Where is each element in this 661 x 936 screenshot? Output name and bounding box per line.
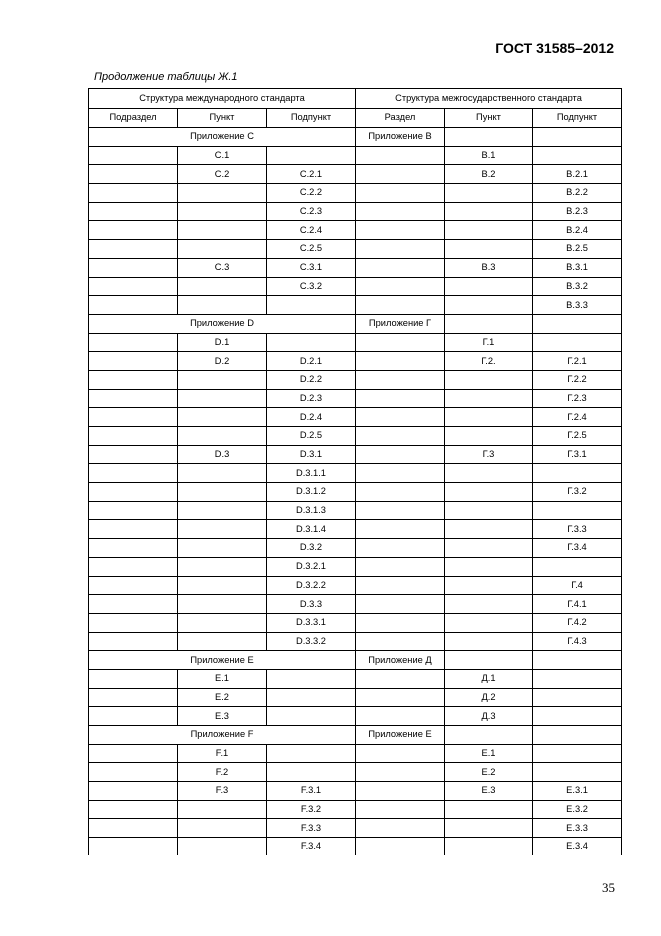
table-cell [89, 352, 178, 371]
table-row [89, 221, 622, 240]
table-cell [89, 240, 178, 259]
table-cell [89, 277, 178, 296]
table-row [89, 707, 622, 726]
table-cell [445, 427, 533, 446]
table-cell [445, 613, 533, 632]
table-cell: Г.3.1 [533, 445, 622, 464]
table-cell [89, 370, 178, 389]
table-cell [178, 576, 267, 595]
table-cell [89, 184, 178, 203]
table-cell [356, 296, 445, 315]
table-cell [356, 483, 445, 502]
table-cell: С.2 [178, 165, 267, 184]
table-cell: Г.2.5 [533, 427, 622, 446]
table-row [89, 128, 622, 147]
annex-cell: Приложение Е [356, 726, 445, 745]
table-cell: С.2.2 [267, 184, 356, 203]
table-cell [178, 595, 267, 614]
table-cell [178, 501, 267, 520]
table-cell [356, 688, 445, 707]
table-cell: С.2.4 [267, 221, 356, 240]
table-cell [178, 520, 267, 539]
table-cell [356, 370, 445, 389]
table-row [89, 539, 622, 558]
table-cell [445, 314, 533, 333]
table-row [89, 576, 622, 595]
table-cell: В.2.2 [533, 184, 622, 203]
table-cell [89, 483, 178, 502]
table-row [89, 483, 622, 502]
table-row [89, 352, 622, 371]
table-cell [89, 146, 178, 165]
table-cell [89, 539, 178, 558]
table-cell [89, 632, 178, 651]
table-cell [356, 221, 445, 240]
table-cell [178, 632, 267, 651]
table-row [89, 445, 622, 464]
table-row [89, 763, 622, 782]
table-cell [89, 520, 178, 539]
table-cell [178, 277, 267, 296]
table-cell [178, 240, 267, 259]
table-cell [89, 838, 178, 856]
table-cell [178, 408, 267, 427]
table-cell [178, 370, 267, 389]
table-row [89, 557, 622, 576]
table-cell [445, 576, 533, 595]
table-cell: В.2.4 [533, 221, 622, 240]
table-row [89, 146, 622, 165]
table-cell [356, 389, 445, 408]
annex-cell: Приложение Д [356, 651, 445, 670]
table-row [89, 669, 622, 688]
table-cell: D.3 [178, 445, 267, 464]
annex-cell: Приложение В [356, 128, 445, 147]
table-cell [356, 427, 445, 446]
table-cell [533, 763, 622, 782]
table-cell: Е.2 [178, 688, 267, 707]
table-cell [178, 539, 267, 558]
table-cell [533, 146, 622, 165]
table-cell: Е.3.1 [533, 782, 622, 801]
table-row [89, 613, 622, 632]
table-cell [178, 613, 267, 632]
table-cell: Г.2.4 [533, 408, 622, 427]
table-cell [178, 838, 267, 856]
table-cell: D.3.1.1 [267, 464, 356, 483]
table-cell [445, 389, 533, 408]
table-cell: F.3.4 [267, 838, 356, 856]
table-cell: С.2.1 [267, 165, 356, 184]
table-cell: Д.1 [445, 669, 533, 688]
table-cell [533, 726, 622, 745]
table-cell: D.3.1 [267, 445, 356, 464]
table-cell: Е.3 [178, 707, 267, 726]
table-cell [178, 557, 267, 576]
table-row [89, 800, 622, 819]
table-cell: Д.2 [445, 688, 533, 707]
table-cell [89, 445, 178, 464]
table-cell [89, 389, 178, 408]
table-cell [267, 333, 356, 352]
table-row [89, 726, 622, 745]
table-cell [89, 613, 178, 632]
table-cell [445, 838, 533, 856]
table-row [89, 389, 622, 408]
table-cell [89, 221, 178, 240]
table-row [89, 370, 622, 389]
table-cell [356, 146, 445, 165]
table-cell [89, 557, 178, 576]
table-cell [89, 165, 178, 184]
table-row [89, 277, 622, 296]
table-cell [89, 296, 178, 315]
table-cell: Е.3.2 [533, 800, 622, 819]
table-cell [356, 539, 445, 558]
table-cell: D.3.3.1 [267, 613, 356, 632]
column-header: Подпункт [267, 108, 356, 128]
table-cell [533, 744, 622, 763]
table-cell [178, 184, 267, 203]
table-cell [356, 445, 445, 464]
table-cell: Г.4.1 [533, 595, 622, 614]
table-cell [356, 744, 445, 763]
table-cell [445, 726, 533, 745]
table-cell [533, 557, 622, 576]
table-cell: D.3.2.1 [267, 557, 356, 576]
table-cell [356, 763, 445, 782]
table-cell: F.1 [178, 744, 267, 763]
annex-cell: Приложение С [89, 128, 356, 147]
table-cell [89, 763, 178, 782]
table-cell: D.3.3.2 [267, 632, 356, 651]
table-cell [267, 688, 356, 707]
table-caption: Продолжение таблицы Ж.1 [94, 71, 238, 83]
table-cell: С.2.5 [267, 240, 356, 259]
table-cell [178, 464, 267, 483]
table-cell: С.1 [178, 146, 267, 165]
table-cell [356, 520, 445, 539]
table-row [89, 427, 622, 446]
table-cell [89, 333, 178, 352]
document-code: ГОСТ 31585–2012 [495, 40, 614, 56]
table-cell [356, 557, 445, 576]
table-cell [267, 146, 356, 165]
table-cell: D.3.1.4 [267, 520, 356, 539]
table-cell [356, 352, 445, 371]
table-row [89, 595, 622, 614]
table-cell [533, 669, 622, 688]
table-cell [445, 296, 533, 315]
table-cell: В.1 [445, 146, 533, 165]
table-cell [89, 707, 178, 726]
table-cell: F.2 [178, 763, 267, 782]
table-cell: В.2.1 [533, 165, 622, 184]
column-header: Подпункт [533, 108, 622, 128]
page-number: 35 [602, 880, 615, 895]
table-row [89, 333, 622, 352]
table-cell: Г.2. [445, 352, 533, 371]
table-cell [533, 688, 622, 707]
table-cell [267, 707, 356, 726]
international-structure-header: Структура международного стандарта [89, 89, 356, 109]
table-cell [356, 819, 445, 838]
table-cell [533, 651, 622, 670]
table-cell: Г.4.2 [533, 613, 622, 632]
table-cell: F.3.3 [267, 819, 356, 838]
table-cell: D.3.2.2 [267, 576, 356, 595]
table-cell [445, 221, 533, 240]
table-cell [356, 501, 445, 520]
table-cell: Г.4.3 [533, 632, 622, 651]
table-cell [356, 258, 445, 277]
table-cell [178, 389, 267, 408]
table-cell [267, 296, 356, 315]
table-row [89, 296, 622, 315]
table-cell [89, 782, 178, 801]
table-cell: D.2.2 [267, 370, 356, 389]
table-row [89, 314, 622, 333]
table-cell [445, 819, 533, 838]
table-cell [533, 333, 622, 352]
table-cell [533, 314, 622, 333]
table-cell [89, 819, 178, 838]
table-row [89, 408, 622, 427]
table-cell [356, 838, 445, 856]
table-cell [89, 427, 178, 446]
table-cell [445, 501, 533, 520]
column-header: Пункт [445, 108, 533, 128]
table-cell: С.3 [178, 258, 267, 277]
table-cell [178, 202, 267, 221]
table-cell [89, 202, 178, 221]
table-cell: Г.3 [445, 445, 533, 464]
table-cell [267, 763, 356, 782]
table-cell [356, 576, 445, 595]
table-cell [356, 408, 445, 427]
table-cell: В.3 [445, 258, 533, 277]
table-cell [267, 669, 356, 688]
table-cell [356, 595, 445, 614]
table-cell [445, 557, 533, 576]
table-row [89, 165, 622, 184]
table-cell: Е.3.4 [533, 838, 622, 856]
table-cell: Е.3.3 [533, 819, 622, 838]
annex-cell: Приложение F [89, 726, 356, 745]
table-cell [356, 707, 445, 726]
correspondence-table [88, 88, 622, 855]
column-header-row [89, 108, 622, 128]
interstate-structure-header: Структура межгосударственного стандарта [356, 89, 622, 109]
annex-cell: Приложение D [89, 314, 356, 333]
table-cell [356, 464, 445, 483]
table-cell: Г.3.3 [533, 520, 622, 539]
table-cell: D.2.1 [267, 352, 356, 371]
table-cell [356, 240, 445, 259]
table-cell [445, 184, 533, 203]
table-cell: В.2.3 [533, 202, 622, 221]
table-cell: Г.2.2 [533, 370, 622, 389]
table-cell [356, 669, 445, 688]
table-cell [356, 782, 445, 801]
table-cell [178, 800, 267, 819]
table-cell [356, 202, 445, 221]
table-cell [445, 539, 533, 558]
table-cell: Д.3 [445, 707, 533, 726]
table-cell: С.2.3 [267, 202, 356, 221]
table-cell: D.3.3 [267, 595, 356, 614]
table-cell: D.3.1.3 [267, 501, 356, 520]
annex-cell: Приложение Е [89, 651, 356, 670]
table-row [89, 501, 622, 520]
table-cell: D.2.5 [267, 427, 356, 446]
table-cell: В.2.5 [533, 240, 622, 259]
table-row [89, 782, 622, 801]
table-cell [445, 595, 533, 614]
table-cell: D.2.4 [267, 408, 356, 427]
column-header: Пункт [178, 108, 267, 128]
table-cell [445, 651, 533, 670]
group-header-row [89, 89, 622, 109]
table-cell [445, 800, 533, 819]
table-cell [178, 296, 267, 315]
table-cell: D.2 [178, 352, 267, 371]
table-cell [445, 520, 533, 539]
table-cell [445, 483, 533, 502]
table-cell [89, 744, 178, 763]
table-row [89, 632, 622, 651]
table-row [89, 744, 622, 763]
table-cell: Г.2.3 [533, 389, 622, 408]
table-cell [445, 632, 533, 651]
table-cell [356, 613, 445, 632]
table-cell: Г.1 [445, 333, 533, 352]
table-cell [89, 258, 178, 277]
table-cell [89, 688, 178, 707]
table-cell: Г.2.1 [533, 352, 622, 371]
table-cell [178, 819, 267, 838]
table-cell: Е.3 [445, 782, 533, 801]
table-cell: D.3.2 [267, 539, 356, 558]
table-row [89, 838, 622, 856]
table-cell: Е.2 [445, 763, 533, 782]
table-row [89, 688, 622, 707]
table-cell [356, 165, 445, 184]
table-cell [445, 408, 533, 427]
table-row [89, 258, 622, 277]
table-cell [89, 408, 178, 427]
table-row [89, 819, 622, 838]
table-cell [356, 800, 445, 819]
table-cell [533, 128, 622, 147]
table-cell [533, 501, 622, 520]
table-cell [89, 464, 178, 483]
table-cell [178, 483, 267, 502]
table-cell: В.3.1 [533, 258, 622, 277]
table-cell [356, 333, 445, 352]
table-cell: С.3.1 [267, 258, 356, 277]
table-cell [89, 669, 178, 688]
table-cell [533, 707, 622, 726]
table-cell [178, 221, 267, 240]
table-cell [356, 277, 445, 296]
annex-cell: Приложение Г [356, 314, 445, 333]
table-cell [445, 277, 533, 296]
table-cell [445, 202, 533, 221]
table-cell [533, 464, 622, 483]
table-cell: С.3.2 [267, 277, 356, 296]
table-cell: Г.3.4 [533, 539, 622, 558]
table-cell [445, 240, 533, 259]
table-row [89, 520, 622, 539]
table-row [89, 464, 622, 483]
table-row [89, 202, 622, 221]
column-header: Раздел [356, 108, 445, 128]
table-cell: F.3.2 [267, 800, 356, 819]
table-cell: В.2 [445, 165, 533, 184]
table-row [89, 184, 622, 203]
column-header: Подраздел [89, 108, 178, 128]
table-cell [89, 800, 178, 819]
table-row [89, 240, 622, 259]
table-cell: D.1 [178, 333, 267, 352]
table-cell: D.2.3 [267, 389, 356, 408]
table-cell [445, 464, 533, 483]
table-cell [356, 184, 445, 203]
table-cell: Е.1 [178, 669, 267, 688]
table-cell: D.3.1.2 [267, 483, 356, 502]
table-cell: В.3.3 [533, 296, 622, 315]
table-cell: F.3.1 [267, 782, 356, 801]
table-cell [445, 128, 533, 147]
table-cell [445, 370, 533, 389]
table-cell: Е.1 [445, 744, 533, 763]
table-cell: F.3 [178, 782, 267, 801]
table-row [89, 651, 622, 670]
table-cell [178, 427, 267, 446]
table-cell: Г.4 [533, 576, 622, 595]
table-cell: В.3.2 [533, 277, 622, 296]
table-cell [89, 595, 178, 614]
table-cell [356, 632, 445, 651]
table-cell [89, 576, 178, 595]
table-cell [89, 501, 178, 520]
table-cell: Г.3.2 [533, 483, 622, 502]
table-cell [267, 744, 356, 763]
